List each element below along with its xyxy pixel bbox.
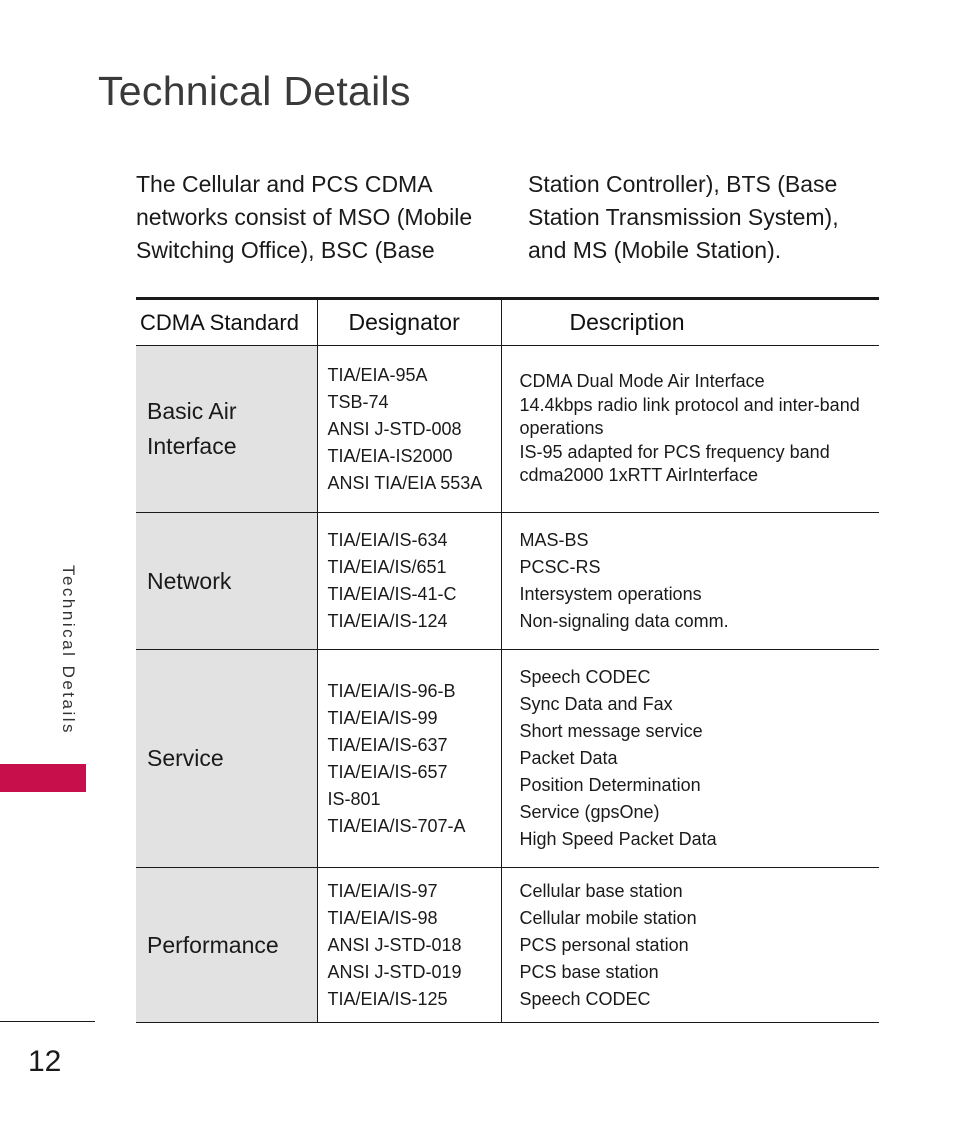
description-item: PCS personal station [519,934,689,955]
description-item: PCS base station [519,961,659,982]
intro-line: networks consist of MSO (Mobile [136,204,473,230]
header-cdma-standard: CDMA Standard [136,299,317,346]
table-row-service [136,650,879,868]
designator-item: TIA/EIA/IS-634 [327,530,448,550]
intro-line: Switching Office), BSC (Base [136,237,435,263]
cdma-standards-table [136,297,879,1023]
side-section-label: Technical Details [59,564,78,736]
page-number: 12 [28,1045,62,1078]
description-item: Short message service [519,721,703,741]
description-item: Position Determination [519,775,701,795]
designator-item: ANSI J-STD-019 [327,961,462,982]
designator-item: TIA/EIA/IS-96-B [327,680,456,701]
intro-line: Station Transmission System), [528,204,839,230]
category-label: Interface [147,433,237,459]
designator-item: TIA/EIA/IS-637 [327,734,448,755]
category-cell [136,650,317,868]
description-cell [501,346,879,513]
category-label: Performance [147,931,279,958]
designator-item: TIA/EIA/IS-98 [327,907,438,928]
footer-divider [0,1021,95,1022]
designator-cell [317,868,501,1023]
designator-item: TIA/EIA/IS-707-A [327,815,466,836]
intro-line: Station Controller), BTS (Base [528,171,838,197]
designator-item: TIA/EIA/IS-657 [327,761,448,782]
description-item: Service (gpsOne) [519,802,660,822]
category-cell [136,513,317,650]
description-cell [501,868,879,1023]
description-item: Cellular base station [519,880,683,901]
table-header-row [136,299,879,346]
intro-column-left [136,168,506,267]
designator-item: TSB-74 [327,391,389,412]
description-item: High Speed Packet Data [519,829,717,849]
intro-line: and MS (Mobile Station). [528,237,782,263]
description-item: CDMA Dual Mode Air Interface [519,371,765,392]
designator-cell [317,346,501,513]
header-designator: Designator [317,299,501,346]
intro-line: The Cellular and PCS CDMA [136,171,433,197]
table-row-performance [136,868,879,1023]
designator-item: ANSI J-STD-018 [327,934,462,955]
description-item: IS-95 adapted for PCS frequency band [519,441,830,462]
designator-item: TIA/EIA/IS-125 [327,988,448,1009]
header-description: Description [501,299,879,346]
category-label: Service [147,745,224,771]
designator-item: TIA/EIA/IS-124 [327,611,448,631]
designator-item: ANSI J-STD-008 [327,418,462,439]
page-title: Technical Details [98,68,411,114]
description-item: cdma2000 1xRTT AirInterface [519,465,758,486]
category-label: Network [147,567,232,594]
table-row-network [136,513,879,650]
description-cell [501,650,879,868]
description-cell [501,513,879,650]
side-section-tab [0,764,86,792]
designator-item: TIA/EIA-IS2000 [327,445,453,466]
designator-item: TIA/EIA/IS-99 [327,707,438,728]
designator-item: TIA/EIA/IS-97 [327,880,438,901]
description-item: Speech CODEC [519,988,651,1009]
description-item: PCSC-RS [519,557,601,577]
description-item: Cellular mobile station [519,907,697,928]
table-row-basic-air-interface [136,346,879,513]
category-label: Basic Air [147,398,237,424]
designator-item: TIA/EIA/IS-41-C [327,584,457,604]
description-item: Sync Data and Fax [519,694,673,714]
designator-cell [317,650,501,868]
category-cell [136,868,317,1023]
designator-item: ANSI TIA/EIA 553A [327,472,483,493]
designator-cell [317,513,501,650]
description-item: Non-signaling data comm. [519,611,729,631]
designator-item: IS-801 [327,788,381,809]
description-item: MAS-BS [519,530,589,550]
description-item: Speech CODEC [519,667,651,687]
category-cell [136,346,317,513]
description-item: 14.4kbps radio link protocol and inter-band operations [519,394,860,439]
description-item: Packet Data [519,748,618,768]
description-item: Intersystem operations [519,584,702,604]
intro-column-right [528,168,888,267]
designator-item: TIA/EIA/IS/651 [327,557,447,577]
designator-item: TIA/EIA-95A [327,364,428,385]
